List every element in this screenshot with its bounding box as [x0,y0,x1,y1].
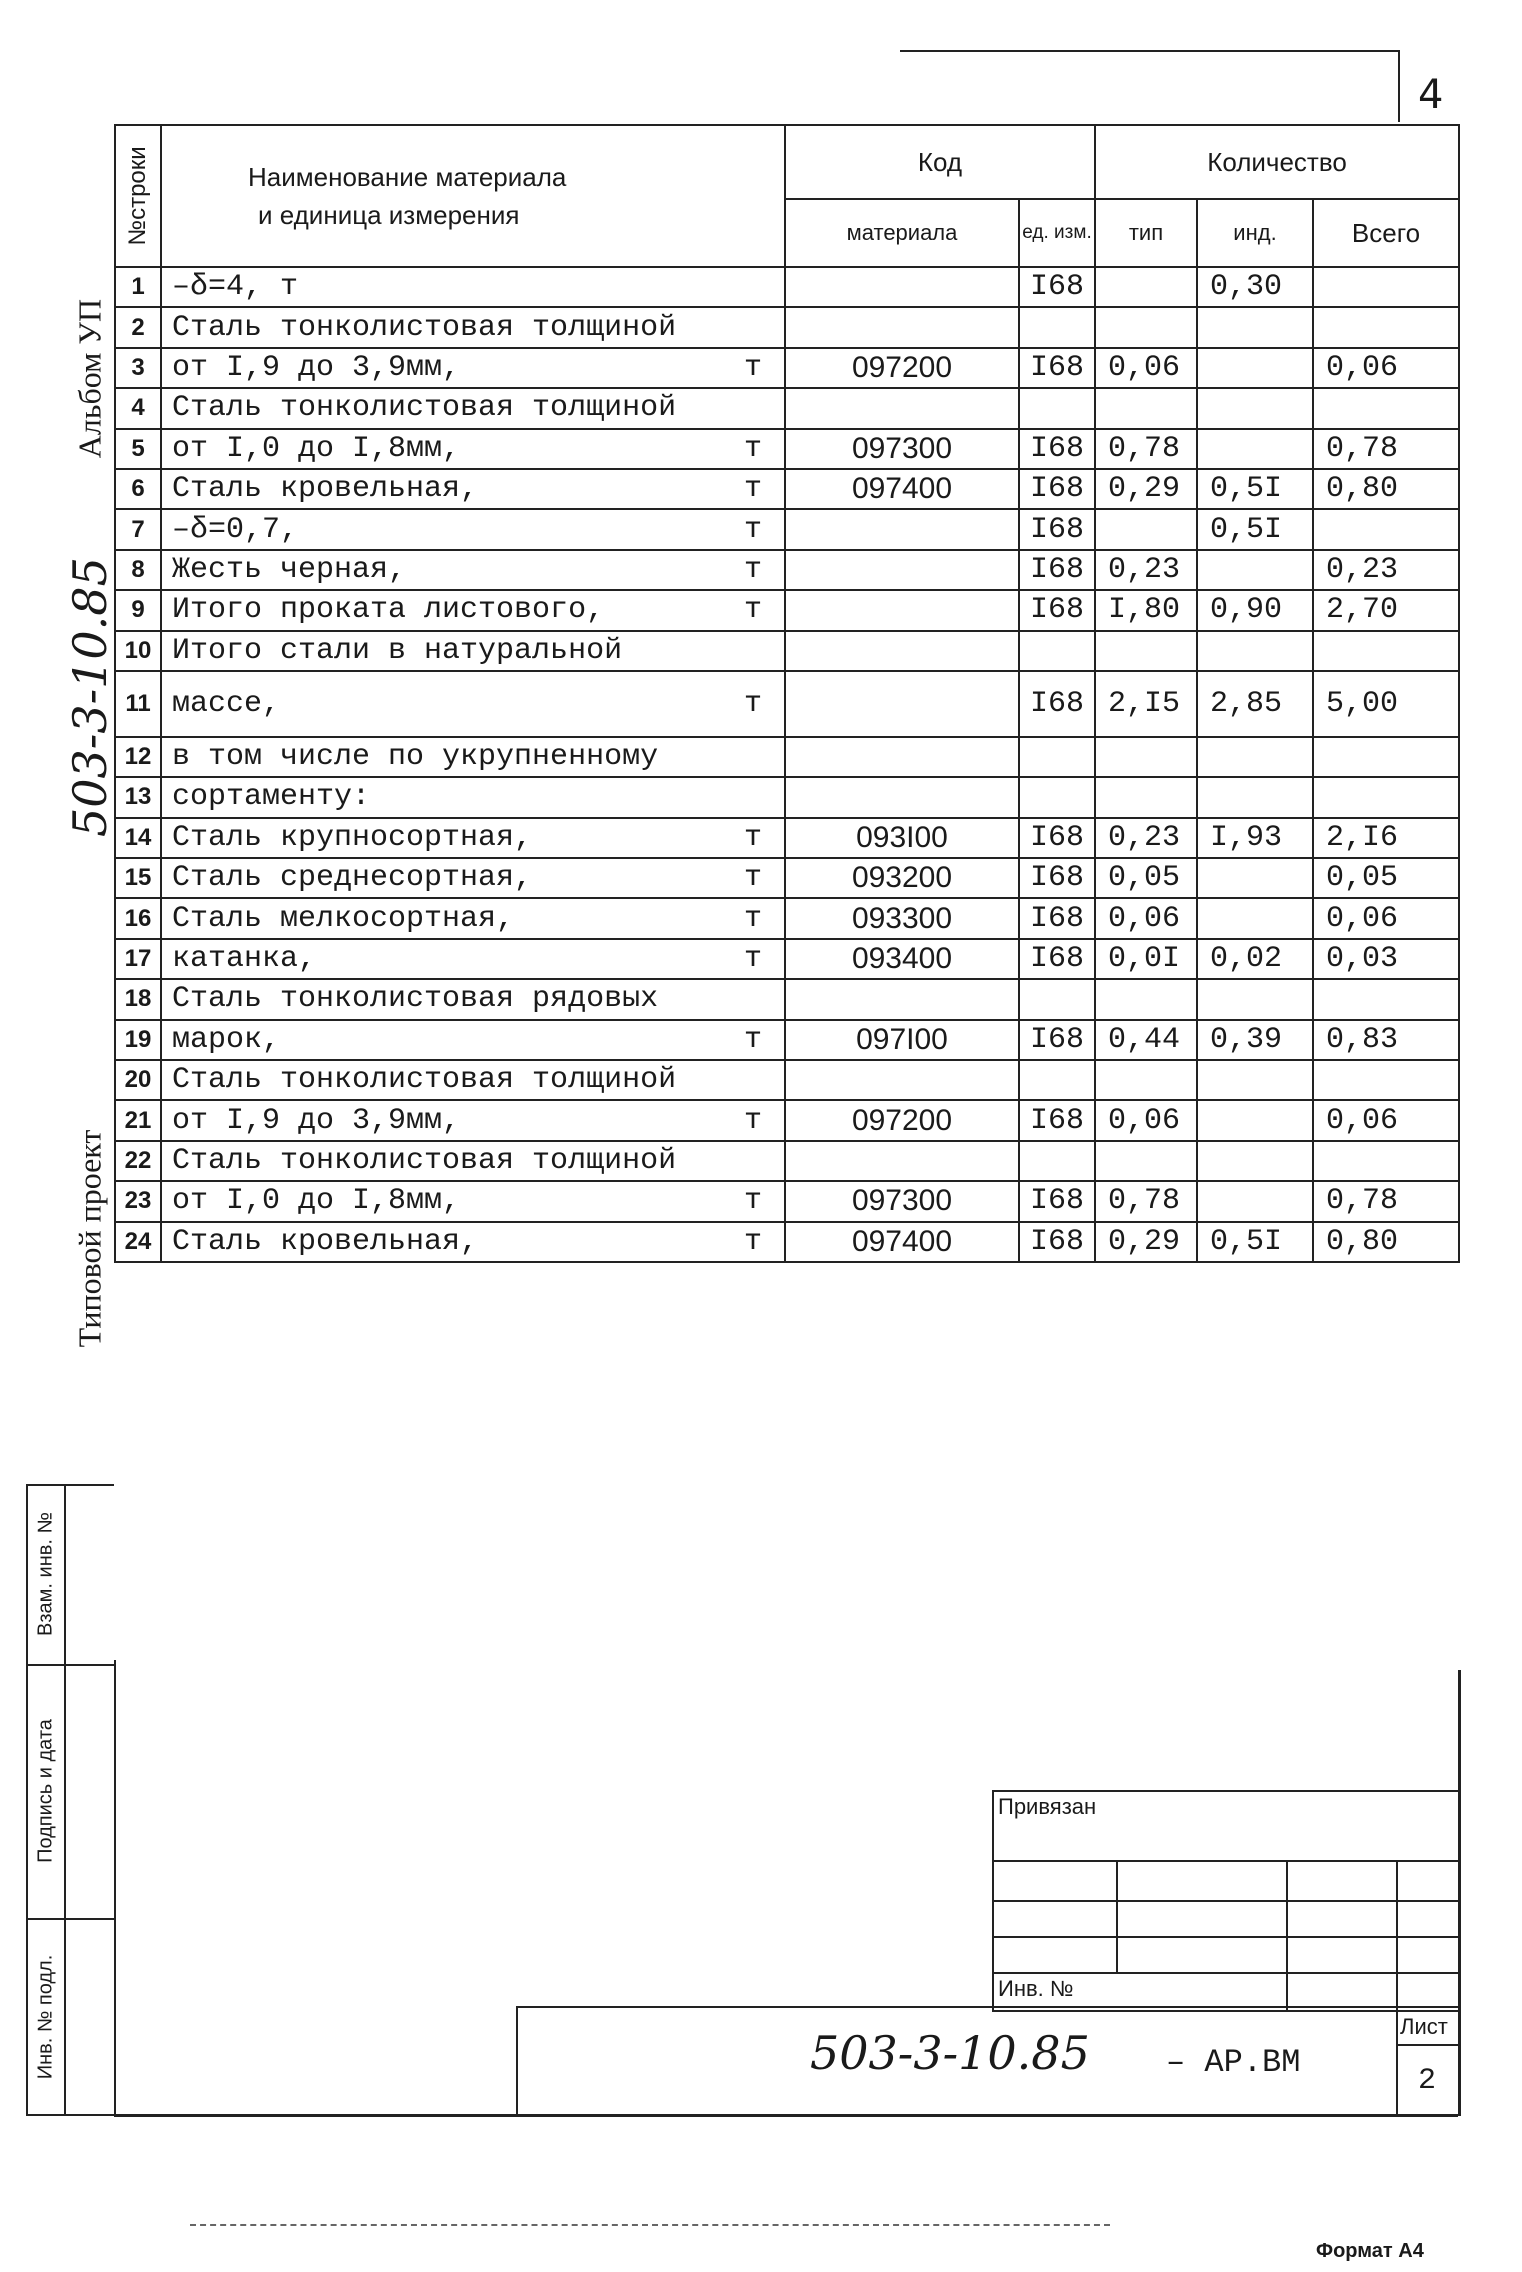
material-name: Сталь тонколистовая рядовых [161,979,785,1019]
qty-type: 0,23 [1095,550,1197,590]
qty-ind [1197,979,1313,1019]
unit-code: I68 [1019,1222,1095,1262]
material-name: Итого проката листового, т [161,590,785,630]
unit: т [743,1224,762,1259]
unit-code: I68 [1019,818,1095,858]
header-row-top [115,125,1459,199]
sheet-number: 2 [1418,2064,1437,2098]
material-code [785,631,1019,671]
qty-type [1095,1060,1197,1100]
unit-code: I68 [1019,1100,1095,1140]
qty-type [1095,777,1197,817]
qty-ind [1197,777,1313,817]
row-number: 16 [115,898,161,938]
qty-total: 2,I6 [1313,818,1459,858]
row-number: 4 [115,388,161,428]
material-code: 097200 [785,1100,1019,1140]
sheet-label: Лист [1400,2014,1448,2039]
qty-total [1313,979,1459,1019]
qty-ind: 0,5I [1197,1222,1313,1262]
material-name: в том числе по укрупненному [161,737,785,777]
qty-ind: 0,90 [1197,590,1313,630]
material-code [785,388,1019,428]
material-code [785,777,1019,817]
material-code [785,979,1019,1019]
unit-code: I68 [1019,671,1095,737]
row-number: 15 [115,858,161,898]
qty-type [1095,979,1197,1019]
material-name: от I,9 до 3,9мм, т [161,1100,785,1140]
row-number: 12 [115,737,161,777]
table-row [115,469,1459,509]
qty-ind: 0,30 [1197,267,1313,307]
unit-code: I68 [1019,1020,1095,1060]
row-number: 11 [115,671,161,737]
unit: т [743,431,762,466]
row-number: 9 [115,590,161,630]
unit-code: I68 [1019,429,1095,469]
unit-code: I68 [1019,898,1095,938]
row-number: 2 [115,307,161,347]
qty-total: 0,06 [1313,898,1459,938]
unit-code: I68 [1019,858,1095,898]
table-row [115,631,1459,671]
material-code [785,671,1019,737]
document-suffix: – АР.ВМ [1166,2044,1301,2081]
qty-total: 0,78 [1313,429,1459,469]
unit-code: I68 [1019,590,1095,630]
material-name: Сталь крупносортная, т [161,818,785,858]
unit: т [743,1022,762,1057]
qty-ind [1197,631,1313,671]
unit-code [1019,777,1095,817]
row-number-header: №строки [115,125,161,267]
table-row [115,858,1459,898]
qty-total [1313,1060,1459,1100]
row-number: 22 [115,1141,161,1181]
table-row [115,1141,1459,1181]
material-name: катанка, т [161,939,785,979]
unit-code: I68 [1019,509,1095,549]
qty-total [1313,267,1459,307]
qty-type [1095,267,1197,307]
table-row [115,388,1459,428]
qty-ind [1197,348,1313,388]
qty-type [1095,307,1197,347]
qty-total: 0,06 [1313,1100,1459,1140]
total-qty-header: Всего [1313,199,1459,267]
unit: т [743,593,762,628]
material-name: Сталь тонколистовая толщиной [161,1060,785,1100]
table-row [115,550,1459,590]
binding-line-3 [992,1936,1460,1938]
material-code [785,1141,1019,1181]
binding-vline-3 [1396,1860,1398,2012]
unit-code: I68 [1019,1181,1095,1221]
qty-type [1095,509,1197,549]
material-name: Жесть черная, т [161,550,785,590]
qty-type: 0,44 [1095,1020,1197,1060]
qty-type: 0,23 [1095,818,1197,858]
table-row [115,1222,1459,1262]
qty-total: 0,78 [1313,1181,1459,1221]
qty-type: 0,06 [1095,898,1197,938]
material-name: Сталь среднесортная, т [161,858,785,898]
unit-code [1019,631,1095,671]
material-name: марок, т [161,1020,785,1060]
table-row [115,979,1459,1019]
row-number: 10 [115,631,161,671]
inv-no-label: Инв. № [998,1976,1074,2001]
qty-type: 0,78 [1095,1181,1197,1221]
material-name: Итого стали в натуральной [161,631,785,671]
table-row [115,777,1459,817]
qty-total [1313,1141,1459,1181]
table-row [115,1060,1459,1100]
code-group-header: Код [785,125,1095,199]
unit-code-header: ед. изм. [1019,199,1095,267]
handwritten-project-code: 503-3-10.85 [63,557,117,837]
qty-ind [1197,550,1313,590]
qty-total: 0,80 [1313,1222,1459,1262]
qty-type: 0,05 [1095,858,1197,898]
unit-code [1019,307,1095,347]
qty-type: 0,06 [1095,1100,1197,1140]
material-name: Сталь кровельная, т [161,469,785,509]
unit: т [743,942,762,977]
qty-ind: 0,5I [1197,469,1313,509]
qty-total: 2,70 [1313,590,1459,630]
signature-date-label: Подпись и дата [34,1719,57,1863]
binding-vline-1 [1116,1860,1118,1972]
table-row [115,1020,1459,1060]
qty-ind [1197,429,1313,469]
qty-ind [1197,858,1313,898]
qty-ind [1197,388,1313,428]
unit: т [743,1184,762,1219]
row-number: 18 [115,979,161,1019]
materials-table [114,124,1460,1263]
qty-ind [1197,1181,1313,1221]
material-name: –δ=4, т [161,267,785,307]
material-code [785,267,1019,307]
qty-ind: I,93 [1197,818,1313,858]
qty-type: 0,0I [1095,939,1197,979]
material-name: от I,0 до I,8мм, т [161,1181,785,1221]
binding-line-2 [992,1900,1460,1902]
qty-type: 0,06 [1095,348,1197,388]
row-number: 13 [115,777,161,817]
project-label: Типовой проект [71,1129,108,1348]
inv-podl-label: Инв. № подл. [34,1954,57,2080]
privyazan-label: Привязан [998,1794,1097,1819]
row-number: 19 [115,1020,161,1060]
qty-type [1095,388,1197,428]
table-row [115,671,1459,737]
material-code [785,307,1019,347]
qty-ind: 0,39 [1197,1020,1313,1060]
material-code: 097400 [785,469,1019,509]
qty-total [1313,307,1459,347]
qty-total: 0,03 [1313,939,1459,979]
material-name: Сталь тонколистовая толщиной [161,388,785,428]
row-number: 24 [115,1222,161,1262]
type-qty-header: тип [1095,199,1197,267]
qty-ind [1197,737,1313,777]
material-code-header: материала [785,199,1019,267]
unit-code [1019,1060,1095,1100]
material-name: массе, т [161,671,785,737]
material-name: сортаменту: [161,777,785,817]
unit: т [743,350,762,385]
qty-total [1313,388,1459,428]
qty-ind [1197,898,1313,938]
row-number: 20 [115,1060,161,1100]
qty-total: 0,80 [1313,469,1459,509]
qty-ind [1197,1100,1313,1140]
row-number: 17 [115,939,161,979]
material-name: Сталь кровельная, т [161,1222,785,1262]
row-number: 23 [115,1181,161,1221]
qty-total: 0,06 [1313,348,1459,388]
qty-total [1313,631,1459,671]
qty-type: 0,78 [1095,429,1197,469]
row-number: 6 [115,469,161,509]
bottom-dashed-line [190,2224,1110,2226]
material-code: 097300 [785,429,1019,469]
material-code: 097I00 [785,1020,1019,1060]
material-code: 097200 [785,348,1019,388]
material-code [785,509,1019,549]
qty-ind [1197,1141,1313,1181]
sheet-divider [1396,2006,1398,2116]
qty-total [1313,737,1459,777]
qty-type: 0,29 [1095,469,1197,509]
qty-total: 5,00 [1313,671,1459,737]
qty-ind: 2,85 [1197,671,1313,737]
table-row [115,267,1459,307]
qty-type: I,80 [1095,590,1197,630]
material-code: 093I00 [785,818,1019,858]
binding-vline-2 [1286,1860,1288,2012]
unit: т [743,1103,762,1138]
material-code [785,550,1019,590]
material-name: Сталь мелкосортная, т [161,898,785,938]
unit: т [743,472,762,507]
table-row [115,307,1459,347]
row-number: 5 [115,429,161,469]
vzam-inv-label: Взам. инв. № [34,1512,57,1636]
table-row [115,898,1459,938]
row-number: 21 [115,1100,161,1140]
qty-total [1313,777,1459,817]
table-row [115,509,1459,549]
qty-total: 0,23 [1313,550,1459,590]
material-name: Сталь тонколистовая толщиной [161,1141,785,1181]
material-name: от I,9 до 3,9мм, т [161,348,785,388]
table-row [115,1100,1459,1140]
unit-code [1019,1141,1095,1181]
unit-code: I68 [1019,348,1095,388]
qty-total [1313,509,1459,549]
row-number: 1 [115,267,161,307]
unit: т [743,686,762,721]
unit-code: I68 [1019,469,1095,509]
binding-line-4 [992,1972,1460,1974]
page-number: 4 [1418,72,1444,118]
binding-line-1 [992,1860,1460,1862]
material-code [785,590,1019,630]
table-row [115,348,1459,388]
table-row [115,590,1459,630]
table-row [115,939,1459,979]
table-row [115,429,1459,469]
name-header: Наименование материала и единица измерения [161,125,785,267]
qty-type [1095,631,1197,671]
material-code: 097400 [785,1222,1019,1262]
row-number: 7 [115,509,161,549]
row-number: 14 [115,818,161,858]
unit-code: I68 [1019,550,1095,590]
unit: т [743,552,762,587]
unit: т [743,901,762,936]
table-row [115,1181,1459,1221]
row-number: 3 [115,348,161,388]
row-number: 8 [115,550,161,590]
unit-code [1019,737,1095,777]
qty-ind: 0,5I [1197,509,1313,549]
document-code-handwritten: 503-3-10.85 [810,2026,1090,2080]
qty-ind: 0,02 [1197,939,1313,979]
unit: т [743,512,762,547]
qty-type [1095,737,1197,777]
quantity-group-header: Количество [1095,125,1459,199]
material-code [785,737,1019,777]
frame-left [114,1660,116,2116]
unit-code: I68 [1019,939,1095,979]
qty-ind [1197,307,1313,347]
qty-type [1095,1141,1197,1181]
ind-qty-header: инд. [1197,199,1313,267]
unit-code: I68 [1019,267,1095,307]
unit-code [1019,979,1095,1019]
sheet-divider-h [1396,2044,1460,2046]
qty-total: 0,05 [1313,858,1459,898]
top-rule [900,50,1400,52]
material-name: –δ=0,7, т [161,509,785,549]
material-code: 097300 [785,1181,1019,1221]
qty-total: 0,83 [1313,1020,1459,1060]
format-label: Формат А4 [1316,2240,1424,2262]
qty-type: 2,I5 [1095,671,1197,737]
page-number-divider [1398,50,1400,122]
album-label: Альбом УП [71,298,108,459]
unit: т [743,861,762,896]
material-name: от I,0 до I,8мм, т [161,429,785,469]
unit: т [743,820,762,855]
table-row [115,818,1459,858]
material-code: 093300 [785,898,1019,938]
material-code [785,1060,1019,1100]
material-name: Сталь тонколистовая толщиной [161,307,785,347]
material-code: 093400 [785,939,1019,979]
qty-ind [1197,1060,1313,1100]
table-row [115,737,1459,777]
unit-code [1019,388,1095,428]
qty-type: 0,29 [1095,1222,1197,1262]
material-code: 093200 [785,858,1019,898]
